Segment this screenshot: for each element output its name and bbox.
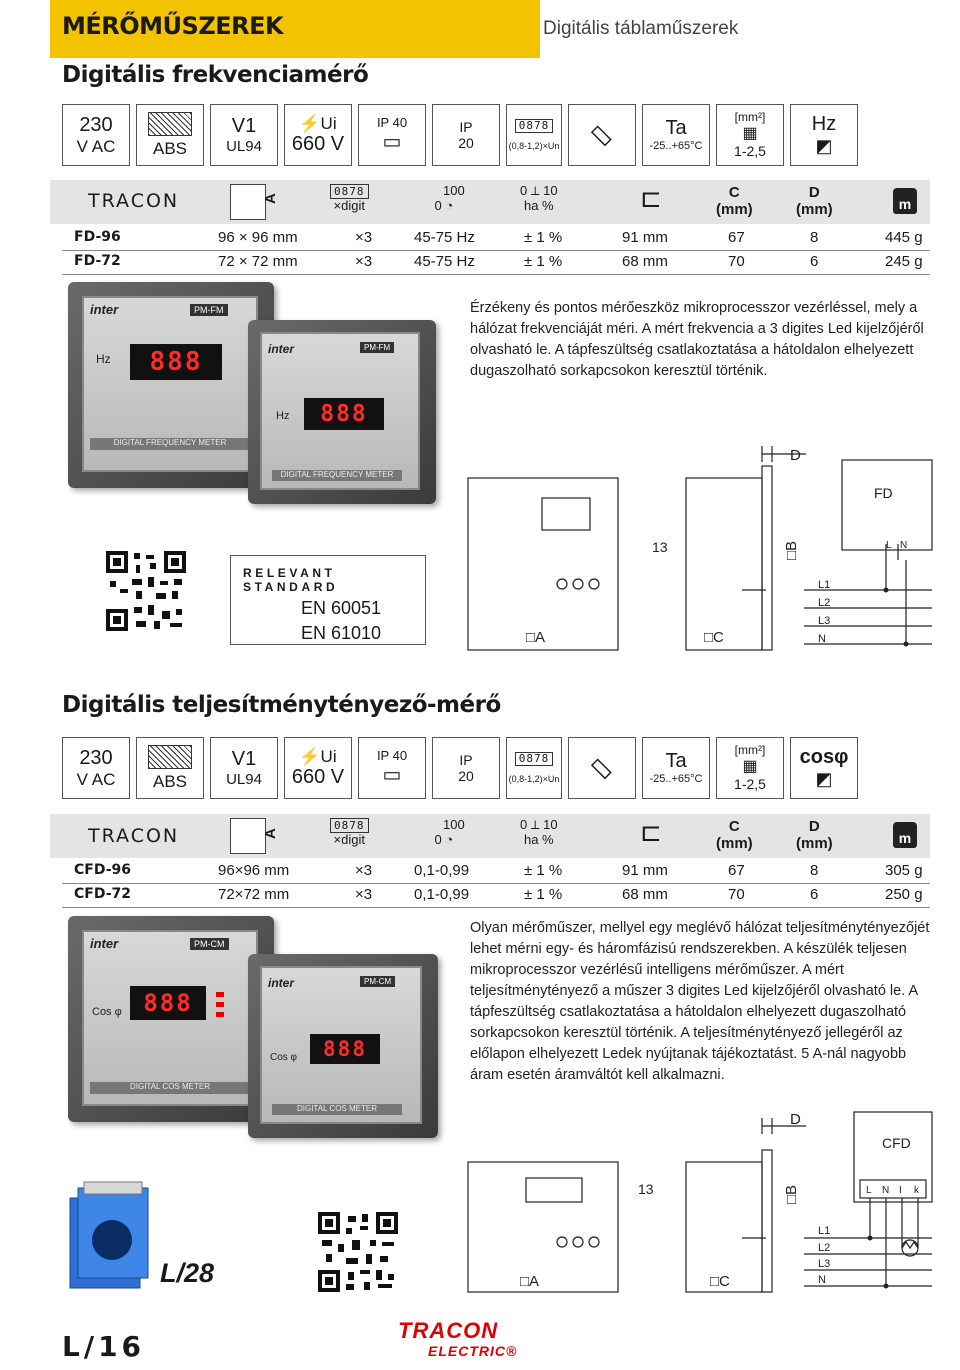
svg-text:13: 13 — [652, 539, 668, 555]
svg-text:N: N — [900, 540, 908, 551]
wire-section-icon: [mm²] ▦ 1-2,5 — [716, 737, 784, 799]
d-header: D (mm) — [796, 184, 833, 219]
svg-text:L3: L3 — [818, 1258, 831, 1270]
current-transformer-photo — [62, 1180, 162, 1300]
svg-text:N: N — [818, 633, 826, 645]
svg-text:L2: L2 — [818, 1242, 831, 1254]
table-row: CFD-96 96×96 mm ×3 0,1-0,99 ± 1 % 91 mm 67 8 305 g — [74, 862, 923, 879]
icon-strip-1 — [62, 104, 858, 166]
svg-text:N: N — [818, 1274, 826, 1286]
material-icon: ABS — [136, 737, 204, 799]
category-title: MÉRŐMŰSZEREK — [62, 12, 284, 40]
range-icon: 0878 (0,8-1,2)×Un — [506, 737, 562, 799]
standard-box: RELEVANT STANDARD EN 60051 EN 61010 — [230, 555, 426, 645]
insulation-voltage-icon: ⚡Ui 660 V — [284, 104, 352, 166]
accuracy-header: 0 ⟂ 10 ha % — [520, 183, 558, 213]
device-photo-cfd72: inter PM-CM Cos φ 888 DIGITAL COS METER — [248, 954, 438, 1138]
row-divider — [62, 907, 930, 908]
temperature-icon: Ta -25..+65°C — [642, 737, 710, 799]
svg-text:N: N — [882, 1185, 890, 1196]
svg-text:L: L — [886, 540, 892, 551]
svg-text:□B: □B — [783, 1184, 800, 1204]
brand-logo: TRACON — [88, 190, 180, 212]
standard-item: EN 61010 — [301, 623, 382, 643]
page-reference: L/28 — [160, 1258, 215, 1288]
icon-strip-2 — [62, 737, 858, 799]
svg-text:D: D — [790, 447, 801, 464]
product-title: Digitális frekvenciamérő — [62, 62, 369, 88]
svg-text:L2: L2 — [818, 597, 831, 609]
qr-code — [318, 1212, 398, 1292]
standard-item: EN 60051 — [301, 598, 382, 618]
svg-text:I: I — [899, 1185, 902, 1196]
accuracy-header: 0 ⟂ 10 ha % — [520, 817, 558, 847]
device-photo-fd72: inter PM-FM Hz 888 DIGITAL FREQUENCY METER — [248, 320, 436, 504]
digit-header: 0878 ×digit — [330, 184, 369, 214]
qr-code — [106, 551, 186, 631]
wire-section-icon: [mm²] ▦ 1-2,5 — [716, 104, 784, 166]
c-header: C (mm) — [716, 818, 753, 853]
material-icon: ABS — [136, 104, 204, 166]
a-label: A — [261, 193, 279, 205]
svg-text:D: D — [790, 1111, 801, 1128]
table-row: CFD-72 72×72 mm ×3 0,1-0,99 ± 1 % 68 mm 70 6 250 g — [74, 886, 923, 903]
svg-text:L1: L1 — [818, 579, 831, 591]
svg-text:FD: FD — [874, 485, 893, 501]
range-header: 100 0 ◔ — [434, 183, 465, 213]
footer-brand-logo: TRACON — [398, 1318, 499, 1343]
svg-text:13: 13 — [638, 1181, 654, 1197]
flammability-icon: V1 UL94 — [210, 104, 278, 166]
insulation-voltage-icon: ⚡Ui 660 V — [284, 737, 352, 799]
flammability-icon: V1 UL94 — [210, 737, 278, 799]
svg-text:CFD: CFD — [882, 1135, 911, 1151]
svg-text:L1: L1 — [818, 1225, 831, 1237]
gauge-icon — [230, 818, 266, 854]
device-photo-fd96: inter PM-FM Hz 888 DIGITAL FREQUENCY METER — [68, 282, 274, 488]
unit-icon: Hz ◩ — [790, 104, 858, 166]
ip-front-icon: IP 40 ▭ — [358, 104, 426, 166]
table-row: FD-96 96 × 96 mm ×3 45-75 Hz ± 1 % 91 mm 67 8 445 g — [74, 229, 923, 246]
digit-header: 0878 ×digit — [330, 818, 369, 848]
ip-rear-icon: IP 20 — [432, 104, 500, 166]
range-header: 100 0 ◔ — [434, 817, 465, 847]
position-icon: ▭ — [568, 104, 636, 166]
dimension-diagram-1 — [466, 440, 936, 662]
c-header: C (mm) — [716, 184, 753, 219]
temperature-icon: Ta -25..+65°C — [642, 104, 710, 166]
dimension-diagram-2 — [466, 1078, 936, 1300]
svg-text:□C: □C — [704, 629, 724, 646]
gauge-icon — [230, 184, 266, 220]
device-photo-cfd96: inter PM-CM Cos φ 888 DIGITAL COS METER — [68, 916, 274, 1122]
svg-text:□C: □C — [710, 1273, 730, 1290]
row-divider — [62, 250, 930, 251]
section-2-title: Digitális teljesítménytényező-mérő — [62, 692, 501, 718]
subcategory-title: Digitális táblaműszerek — [543, 18, 739, 39]
svg-text:L3: L3 — [818, 615, 831, 627]
range-icon: 0878 (0,8-1,2)×Un — [506, 104, 562, 166]
svg-text:k: k — [914, 1185, 919, 1196]
a-label: A — [261, 828, 279, 840]
position-icon: ▭ — [568, 737, 636, 799]
description-2: Olyan mérőműszer, mellyel egy meglévő hálózat teljesítménytényezőjét lehet mérni egy- és háromfázisú rendszerekben. A készülék teljesen mikroprocesszor vezérlésű intelligens mérőműszer. A mért teljesítménytényező a műszer 3 digites Led kijelzőjéről olvasható le. A tápfeszültség csatlakoztatása a hátoldalon elhelyezett dugaszolható sorkapcsokon keresztül történik. A teljesítménytényező jellegéről az előlapon elhelyezett Ledek nyújtanak tájékoztatást. 5 A-nál nagyobb áram esetén áramváltót kell alkalmazni. — [470, 920, 930, 1083]
svg-text:□A: □A — [526, 629, 546, 646]
row-divider — [62, 274, 930, 275]
voltage-icon: 230 V AC — [62, 104, 130, 166]
voltage-icon: 230 V AC — [62, 737, 130, 799]
depth-icon: ⊏ — [640, 817, 662, 847]
svg-text:L: L — [866, 1185, 872, 1196]
weight-icon: m — [893, 822, 917, 848]
brand-logo: TRACON — [88, 825, 180, 847]
row-divider — [62, 883, 930, 884]
footer-brand-sub: ELECTRIC® — [428, 1343, 518, 1359]
ip-front-icon: IP 40 ▭ — [358, 737, 426, 799]
svg-text:□A: □A — [520, 1273, 540, 1290]
table-row: FD-72 72 × 72 mm ×3 45-75 Hz ± 1 % 68 mm 70 6 245 g — [74, 253, 923, 270]
unit-icon: cosφ ◩ — [790, 737, 858, 799]
page-number: L/16 — [62, 1330, 146, 1363]
weight-icon: m — [893, 188, 917, 214]
description-1: Érzékeny és pontos mérőeszköz mikroprocesszor vezérléssel, mely a hálózat frekvenciáját méri. A mért frekvencia a 3 digites Led kijelzőjéről olvasható le. A tápfeszültség csatlakoztatása a hátoldalon elhelyezett dugaszolható sorkapcsokon keresztül történik. — [470, 300, 924, 379]
ip-rear-icon: IP 20 — [432, 737, 500, 799]
svg-text:□B: □B — [783, 540, 800, 560]
depth-icon: ⊏ — [640, 183, 662, 213]
d-header: D (mm) — [796, 818, 833, 853]
